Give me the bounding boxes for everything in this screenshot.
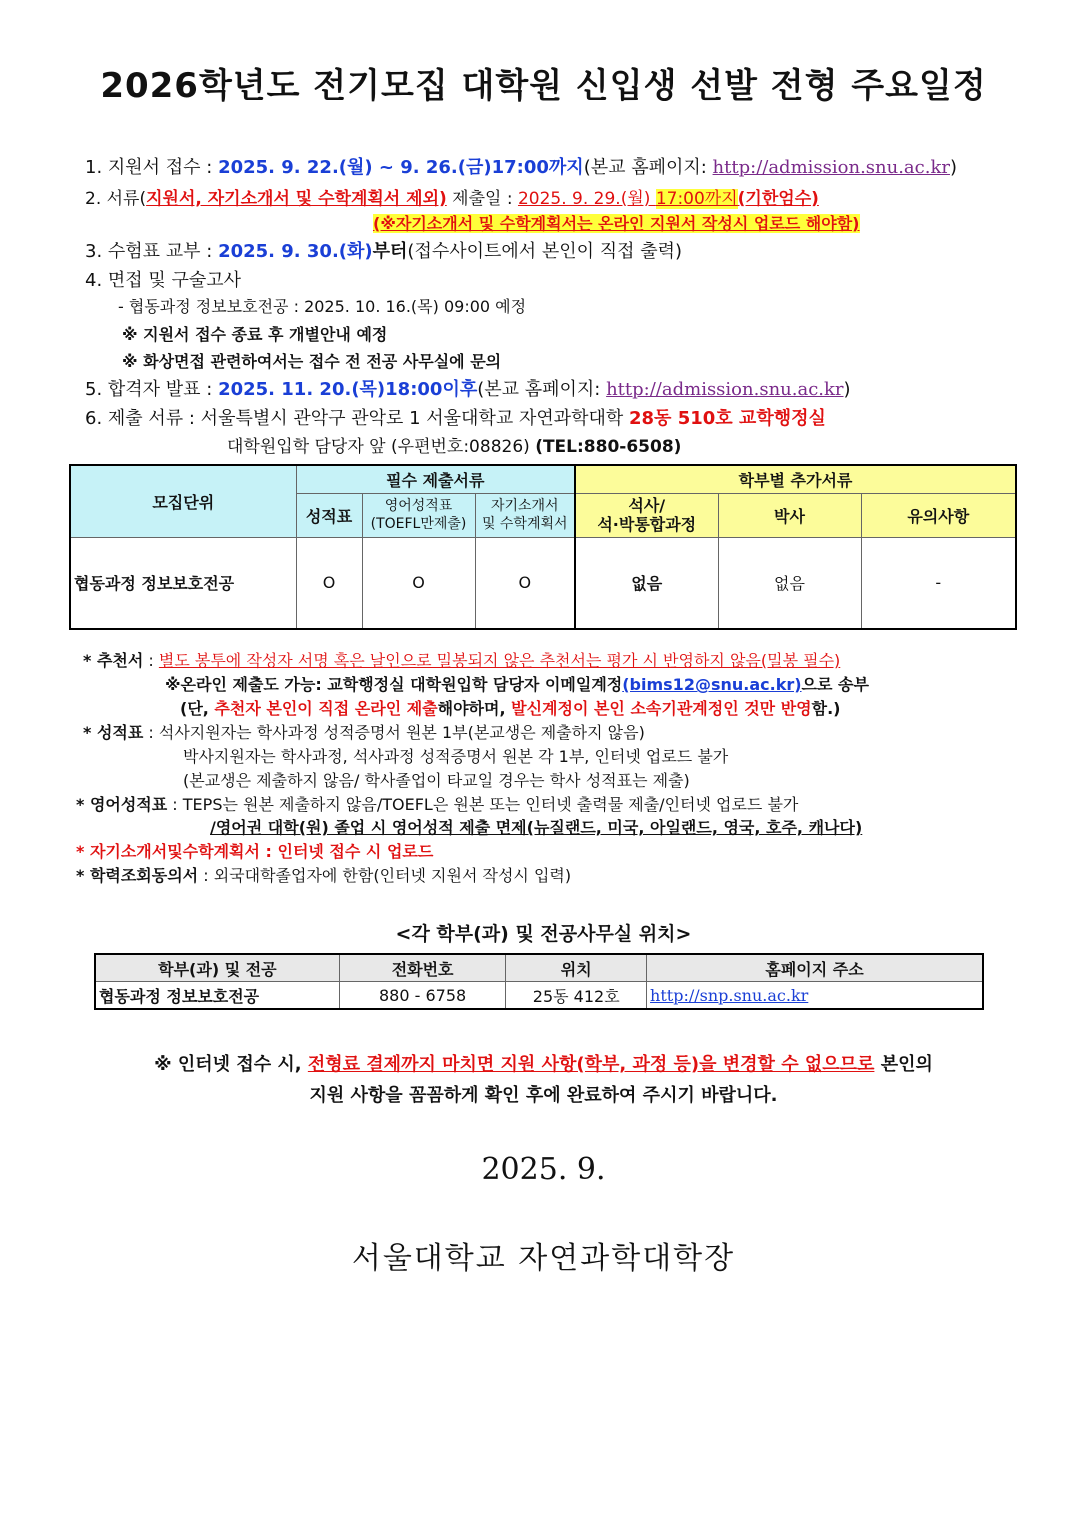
- header-intro: [475, 493, 575, 537]
- results-date: 2025. 11. 20.(목)18:00이후: [218, 379, 478, 400]
- upload-note-text: (※자기소개서 및 수학계획서는 온라인 지원서 작성시 업로드 해야함): [373, 214, 860, 233]
- application-date: 2025. 9. 22.(월) ~ 9. 26.(금)17:00까지: [218, 157, 584, 178]
- offices-table: [94, 953, 984, 1010]
- page-title: 2026학년도 전기모집 대학원 신입생 선발 전형 주요일정: [100, 66, 987, 106]
- footer-notice-2: 지원 사항을 꼼꼼하게 확인 후에 완료하여 주시기 바랍니다.: [309, 1085, 778, 1106]
- cell-phd: 없음: [718, 537, 861, 629]
- table-row: [95, 982, 983, 1010]
- schedule-item-application: [85, 153, 957, 179]
- note-text: :: [143, 651, 159, 670]
- item-label: 4. 면접 및 구술고사: [85, 270, 242, 291]
- note-transcript: [83, 720, 645, 743]
- note-text: ※온라인 제출도 가능: 교학행정실 대학원입학 담당자 이메일계정: [165, 675, 623, 694]
- condition-red: 추천자 본인이 직접 온라인 제출: [214, 699, 438, 718]
- note-english-exemption: /영어권 대학(원) 졸업 시 영어성적 제출 면제(뉴질랜드, 미국, 아일랜드, 영국, 호주, 캐나다): [210, 818, 863, 837]
- deadline-strict: (기한엄수): [737, 189, 819, 209]
- requirements-table: [69, 464, 1017, 630]
- schedule-item-submission: [85, 404, 826, 430]
- recommendation-warning: 별도 봉투에 작성자 서명 혹은 날인으로 밀봉되지 않은 추천서는 평가 시 반영하지 않음(밀봉 필수): [158, 651, 841, 670]
- schedule-item-interview: [85, 266, 241, 292]
- note-text: 으로 송부: [801, 675, 869, 694]
- header-homepage: 홈페이지 주소: [647, 954, 983, 982]
- header-english: [362, 493, 475, 537]
- notice-text: ※ 인터넷 접수 시,: [154, 1054, 308, 1075]
- homepage-link[interactable]: http://snp.snu.ac.kr: [650, 985, 809, 1005]
- submission-address-line2: [227, 432, 681, 457]
- note-label: * 학력조회동의서: [76, 866, 199, 885]
- note-intro-upload: * 자기소개서및수학계획서 : 인터넷 접수 시 업로드: [76, 842, 434, 861]
- item-text: ): [843, 379, 851, 400]
- header-master: [575, 493, 718, 537]
- header-intro-line1: 자기소개서: [490, 498, 559, 514]
- cell-location: 25동 412호: [506, 982, 647, 1010]
- cell-unit: 협동과정 정보보호전공: [70, 537, 296, 629]
- upload-note: [373, 211, 860, 234]
- item-text: (본교 홈페이지:: [583, 157, 713, 178]
- note-recommendation-online: [165, 672, 869, 695]
- condition-red: 발신계정이 본인 소속기관계정인 것만 반영: [511, 699, 812, 718]
- header-phone: 전화번호: [339, 954, 506, 982]
- note-transcript-3: (본교생은 제출하지 않음/ 학사졸업이 타교일 경우는 학사 성적표는 제출): [183, 771, 690, 790]
- signature: 서울대학교 자연과학대학장: [351, 1241, 736, 1276]
- header-extra-group: 학부별 추가서류: [575, 465, 1016, 493]
- notice-text: 본인의: [874, 1054, 933, 1075]
- note-recommendation: [83, 648, 840, 671]
- cell-notes: -: [861, 537, 1016, 629]
- note-english: [76, 792, 798, 815]
- item-text: (접수사이트에서 본인이 직접 출력): [407, 241, 683, 262]
- admission-link[interactable]: http://admission.snu.ac.kr: [712, 157, 950, 178]
- note-text: (단,: [180, 699, 215, 718]
- item-text: (본교 홈페이지:: [477, 379, 607, 400]
- table-row: [70, 537, 1016, 629]
- cell-english: O: [362, 537, 475, 629]
- item-text: ): [949, 157, 958, 178]
- schedule-item-documents: [85, 184, 819, 209]
- excluded-docs: 지원서, 자기소개서 및 수학계획서 제외): [146, 189, 447, 209]
- header-notes: 유의사항: [861, 493, 1016, 537]
- documents-time: 17:00까지: [655, 189, 738, 209]
- item-label: 6. 제출 서류 : 서울특별시 관악구 관악로 1 서울대학교 자연과학대학: [85, 408, 629, 429]
- footer-notice: [0, 1050, 1087, 1076]
- offices-heading: <각 학부(과) 및 전공사무실 위치>: [395, 923, 692, 945]
- phone-number: (TEL:880-6508): [535, 437, 682, 457]
- header-location: 위치: [506, 954, 647, 982]
- note-text: : TEPS는 원본 제출하지 않음/TOEFL은 원본 또는 인터넷 출력물 제출/인터넷 업로드 불가: [167, 795, 799, 814]
- cell-dept: 협동과정 정보보호전공: [95, 982, 339, 1010]
- note-text: 해야하며,: [437, 699, 512, 718]
- header-intro-line2: 및 수학계획서: [481, 516, 568, 532]
- email-link[interactable]: (bims12@snu.ac.kr): [622, 675, 802, 694]
- header-phd: 박사: [718, 493, 861, 537]
- header-master-line1: 석사/: [628, 496, 666, 515]
- item-label: 5. 합격자 발표 :: [85, 379, 219, 400]
- note-text: : 외국대학졸업자에 한함(인터넷 지원서 작성시 입력): [198, 866, 572, 885]
- item-text: 대학원입학 담당자 앞 (우편번호:08826): [227, 437, 536, 457]
- cell-master: 없음: [575, 537, 718, 629]
- note-consent: [76, 863, 571, 886]
- header-required-group: 필수 제출서류: [296, 465, 575, 493]
- header-dept: 학부(과) 및 전공: [95, 954, 339, 982]
- notice-warning: 전형료 결제까지 마치면 지원 사항(학부, 과정 등)을 변경할 수 없으므로: [307, 1054, 875, 1075]
- interview-note-2: ※ 화상면접 관련하여서는 접수 전 전공 사무실에 문의: [122, 352, 502, 371]
- item-text: 제출일 :: [446, 189, 518, 209]
- documents-date: 2025. 9. 29.(월): [517, 189, 656, 209]
- cell-homepage: [647, 982, 983, 1010]
- cell-phone: 880 - 6758: [339, 982, 506, 1010]
- note-text: 함.): [811, 699, 841, 718]
- item-text: 부터: [372, 241, 408, 262]
- note-label: * 성적표: [83, 723, 144, 742]
- office-room: 28동 510호 교학행정실: [629, 408, 826, 429]
- header-english-line2: (TOEFL만제출): [370, 516, 467, 532]
- note-recommendation-condition: [180, 696, 840, 719]
- item-label: 3. 수험표 교부 :: [85, 241, 219, 262]
- interview-detail: - 협동과정 정보보호전공 : 2025. 10. 16.(목) 09:00 예정: [118, 297, 527, 316]
- schedule-item-results: [85, 375, 851, 401]
- note-text: : 석사지원자는 학사과정 성적증명서 원본 1부(본교생은 제출하지 않음): [143, 723, 645, 742]
- note-transcript-2: 박사지원자는 학사과정, 석사과정 성적증명서 원본 각 1부, 인터넷 업로드 불가: [183, 747, 729, 766]
- note-label: * 추천서: [83, 651, 144, 670]
- schedule-item-admission-ticket: [85, 237, 682, 263]
- header-unit: 모집단위: [70, 465, 296, 537]
- note-label: * 영어성적표: [76, 795, 168, 814]
- item-label: 1. 지원서 접수 :: [85, 157, 219, 178]
- cell-intro: O: [475, 537, 575, 629]
- document-date: 2025. 9.: [481, 1152, 606, 1187]
- header-english-line1: 영어성적표: [384, 498, 453, 514]
- header-master-line2: 석·박통합과정: [597, 515, 697, 534]
- interview-note-1: ※ 지원서 접수 종료 후 개별안내 예정: [122, 325, 388, 344]
- header-transcript: 성적표: [296, 493, 362, 537]
- offices-header-row: [95, 954, 983, 982]
- cell-transcript: O: [296, 537, 362, 629]
- item-label: 2. 서류(: [85, 189, 147, 209]
- admission-link[interactable]: http://admission.snu.ac.kr: [606, 379, 844, 400]
- ticket-date: 2025. 9. 30.(화): [218, 241, 373, 262]
